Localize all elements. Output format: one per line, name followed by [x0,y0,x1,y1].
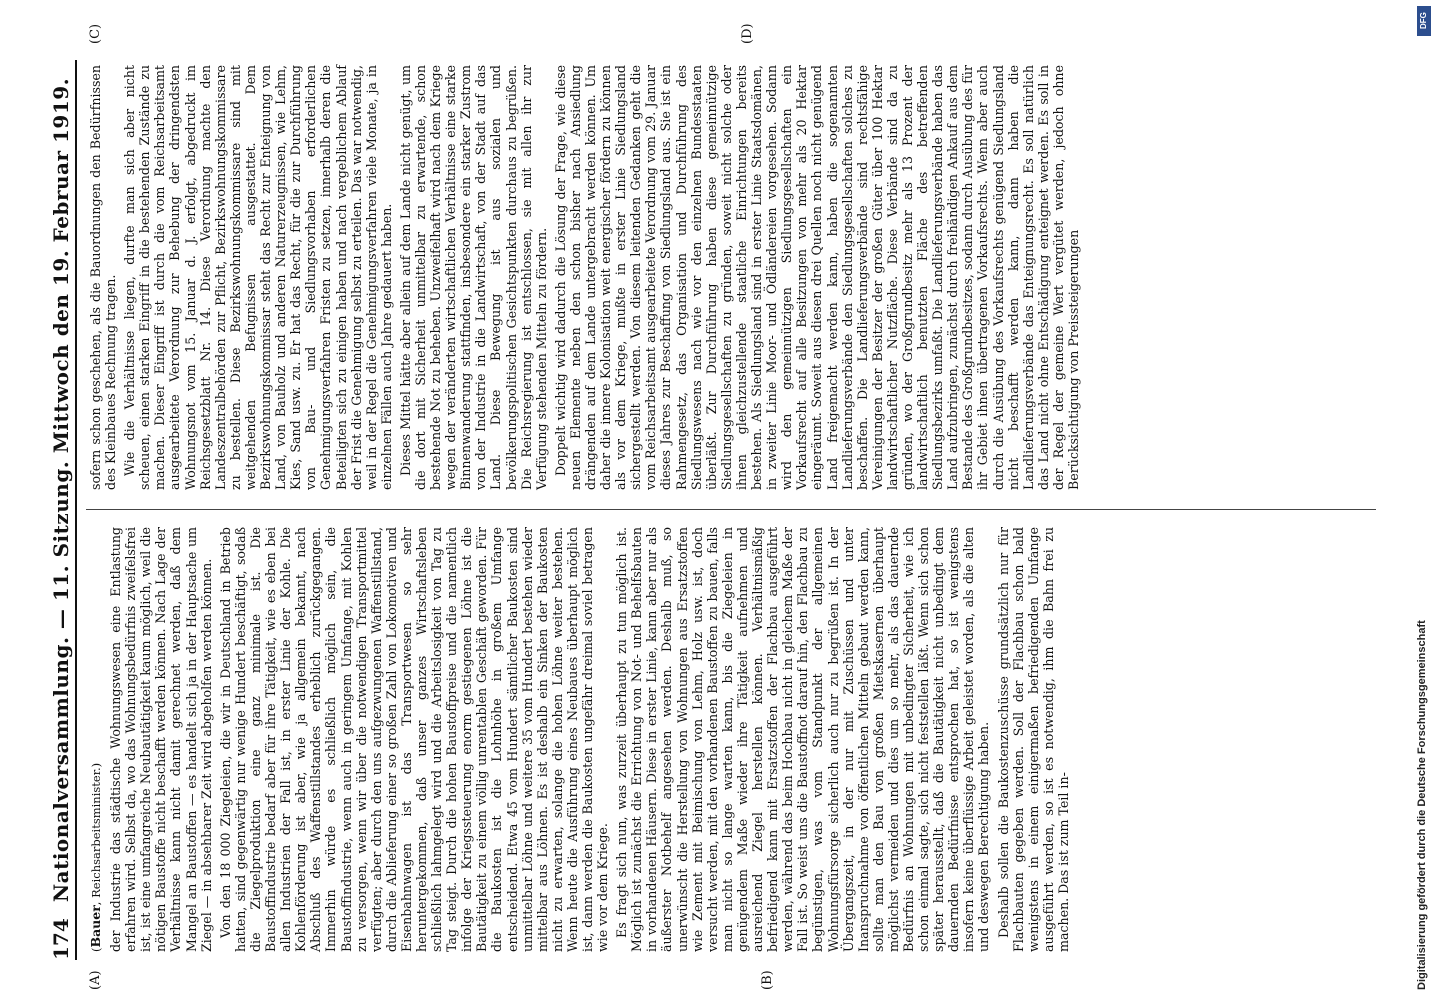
page-number: 174 [49,918,73,960]
margin-marker-c: (C) [88,23,103,44]
paragraph: Doppelt wichtig wird dadurch die Lösung der Frage, wie diese neuen Elemente neben den schon bisher nach Ansiedlung drängenden auf dem Lande untergebracht werden können. Um daher die innere Kolonisation weit energischer fördern zu können als vor dem Kriege, mußte in erster Linie Siedlungsland sichergestellt werden. Von diesem leitenden Gedanken geht die vom Reichsarbeitsamt ausgearbeitete Verordnung vom 29. Januar dieses Jahres zur Beschaffung von Siedlungsland aus. Sie ist ein Rahmengesetz, das Organisation und Durchführung des Siedlungswesens nach wie vor den einzelnen Bundesstaaten überläßt. Zur Durchführung haben diese gemeinnützige Siedlungsgesellschaften zu gründen, soweit nicht solche oder ihnen gleichzustellende staatliche Einrichtungen bereits bestehen. Als Siedlungsland sind in erster Linie Staatsdomänen, in zweiter Linie Moor- und Ödländereien vorgesehen. Sodann wird den gemeinnützigen Siedlungsgesellschaften ein Vorkaufsrecht auf alle Besitzungen von mehr als 20 Hektar eingeräumt. Soweit aus diesen drei Quellen noch nicht genügend Land freigemacht werden kann, haben die sogenannten Landlieferungsverbände den Siedlungsgesellschaften solches zu beschaffen. Die Landlieferungsverbände sind rechtsfähige Vereinigungen der Besitzer der großen Güter über 100 Hektar landwirtschaftlicher Nutzfläche. Diese Verbände sind da zu gründen, wo der Großgrundbesitz mehr als 13 Prozent der landwirtschaftlich benutzten Fläche des betreffenden Siedlungsbezirks umfaßt. Die Landlieferungsverbände haben das Land aufzubringen, zunächst durch freihändigen Ankauf aus dem Bestande des Großgrundbesitzes, sodann durch Ausübung des für ihr Gebiet ihnen übertragenen Vorkaufsrechts. Wenn aber auch durch die Ausübung des Vorkaufsrechts genügend Siedlungsland nicht beschafft werden kann, dann haben die Landlieferungsverbände das Enteignungsrecht. Es soll natürlich das Land nicht ohne Entschädigung enteignet werden. Es soll in der Regel der gemeine Wert vergütet werden, jedoch ohne Berücksichtigung von Preissteigerungen [552,65,1081,490]
paragraph: Dieses Mittel hätte aber allein auf dem Lande nicht genügt, um die dort mit Sicherheit unmittelbar zu erwartende, schon bestehende Not zu beheben. Unzweifelhaft wird nach dem Kriege wegen der veränderten wirtschaftlichen Verhältnisse eine starke Binnenwanderung stattfinden, insbesondere ein starker Zustrom von der Industrie in die Landwirtschaft, von der Stadt auf das Land. Diese Bewegung ist aus sozialen und bevölkerungspolitischen Gesichtspunkten durchaus zu begrüßen. Die Reichsregierung ist entschlossen, sie mit allen ihr zur Verfügung stehenden Mitteln zu fördern. [397,65,549,490]
left-text-column [88,527,1075,952]
page-header [45,60,77,960]
margin-marker-a: (A) [88,970,103,990]
column-divider [86,509,1376,510]
paragraph: Deshalb sollen die Baukostenzuschüsse grundsätzlich nur für Flachbauten gegeben werden. Soll der Flachbau schon bald wenigstens in einem einigermaßen befriedigenden Umfange ausgeführt werden, so ist es notwendig, ihm die Bahn frei zu machen. Das ist zum Teil in- [995,527,1071,952]
speaker-role: , Reichsarbeitsminister.) [89,762,103,906]
paragraph: Wie die Verhältnisse liegen, durfte man sich aber nicht scheuen, einen starken Eingriff in die bestehenden Zustände zu machen. Dieser Eingriff ist durch die vom Reichsarbeitsamt ausgearbeitete Verordnung zur Behebung der dringendsten Wohnungsnot vom 15. Januar d. J. erfolgt, abgedruckt im Reichsgesetzblatt Nr. 14. Diese Verordnung machte den Landeszentralbehörden zur Pflicht, Bezirkswohnungskommissare zu bestellen. Diese Bezirkswohnungskommissare sind mit weitgehenden Befugnissen ausgestattet. Dem Bezirkswohnungskommissar steht das Recht zur Enteignung von Land, von Bauholz und anderen Naturerzeugnissen, wie Lehm, Kies, Sand usw. zu. Er hat das Recht, für die zur Durchführung von Bau- und Siedlungsvorhaben erforderlichen Genehmigungsverfahren Fristen zu setzen, innerhalb deren die Beteiligten sich zu einigen haben und nach vergeblichem Ablauf der Frist die Genehmigung selbst zu erteilen. Das war notwendig, weil in der Regel die Genehmigungsverfahren viele Monate, ja in einzelnen Fällen auch Jahre gedauert haben. [122,65,394,490]
margin-marker-b: (B) [760,970,775,990]
margin-marker-d: (D) [740,23,755,44]
paragraph: sofern schon geschehen, als die Bauordnungen den Bedürfnissen des Kleinbaues Rechnung tragen. [88,65,119,490]
dfg-logo-badge: DFG [1417,6,1431,36]
paragraph: Von den 18 000 Ziegeleien, die wir in Deutschland in Betrieb hatten, sind gegenwärtig nur wenige Hundert beschäftigt, sodaß die Ziegelproduktion eine ganz minimale ist. Die Baustoffindustrie bedarf aber für ihre Tätigkeit, wie es eben bei allen Industrien der Fall ist, in erster Linie der Kohle. Die Kohlenförderung ist aber, wie ja allgemein bekannt, nach Abschluß des Waffenstillstandes erheblich zurückgegangen. Immerhin würde es schließlich möglich sein, die Baustoffindustrie, wenn auch in geringem Umfange, mit Kohlen zu versorgen, wenn wir über die notwendigen Transportmittel verfügten; aber durch den uns aufgezwungenen Waffenstillstand, durch die Ablieferung einer so großen Zahl von Lokomotiven und Eisenbahnwagen ist das Transportwesen so sehr heruntergekommen, daß unser ganzes Wirtschaftsleben schließlich lahmgelegt wird und die Arbeitslosigkeit von Tag zu Tag steigt. Durch die hohen Baustoffpreise und die namentlich infolge der Kriegssteuerung enorm gestiegenen Löhne ist die Bautätigkeit zu einem völlig unrentablen Geschäft geworden. Für die Baukosten ist die Lohnhöhe in großem Umfange entscheidend. Etwa 45 vom Hundert sämtlicher Baukosten sind unmittelbar Löhne und weitere 35 vom Hundert bestehen wieder mittelbar aus Löhnen. Es ist deshalb ein Sinken der Baukosten nicht zu erwarten, solange die hohen Löhne weiter bestehen. Wenn heute die Ausführung eines Neubaues überhaupt möglich ist, dann werden die Baukosten ungefähr dreimal soviel betragen wie vor dem Kriege. [217,527,611,952]
speaker-open-paren: ( [89,947,103,952]
page-title: Nationalversammlung. — 11. Sitzung. Mittwoch den 19. Februar 1919. [49,77,73,903]
speaker-line [88,527,104,952]
digitization-credit: Digitalisierung gefördert durch die Deutsche Forschungsgemeinschaft [1416,620,1428,990]
right-text-column [88,65,1085,490]
speaker-name: Bauer [88,905,103,948]
paragraph: der Industrie das städtische Wohnungswesen eine Entlastung erfahren wird. Selbst da, wo das Wohnungsbedürfnis zweifelsfrei ist, ist eine umfangreiche Neubautätigkeit kaum möglich, weil die nötigen Baustoffe nicht beschafft werden können. Nach Lage der Verhältnisse kann nicht damit gerechnet werden, daß dem Mangel an Baustoffen — es handelt sich ja in der Hauptsache um Ziegel — in absehbarer Zeit wird abgeholfen werden können. [108,527,214,952]
paragraph: Es fragt sich nun, was zurzeit überhaupt zu tun möglich ist. Möglich ist zunächst die Errichtung von Not- und Behelfsbauten in vorhandenen Häusern. Diese in erster Linie, kann aber nur als äußerster Notbehelf angesehen werden. Deshalb muß, so unerwünscht die Herstellung von Wohnungen aus Ersatzstoffen wie Zement mit Beimischung von Lehm, Holz usw. ist, doch versucht werden, mit den vorhandenen Baustoffen zu bauen, falls man nicht so lange warten kann, bis die Ziegeleien in genügendem Maße wieder ihre Tätigkeit aufnehmen und ausreichend Ziegel herstellen können. Verhältnismäßig befriedigend kann mit Ersatzstoffen der Flachbau ausgeführt werden, während das beim Hochbau nicht in gleichem Maße der Fall ist. So weist uns die Baustoffnot darauf hin, den Flachbau zu begünstigen, was vom Standpunkt der allgemeinen Wohnungsfürsorge sicherlich auch nur zu begrüßen ist. In der Übergangszeit, in der nur mit Zuschüssen und unter Inanspruchnahme von öffentlichen Mitteln gebaut werden kann, sollte man den Bau von großen Mietskasernen überhaupt möglichst vermeiden und dies um so mehr, als das dauernde Bedürfnis an Wohnungen mit unbedingter Sicherheit, wie ich schon einmal sagte, sich nicht feststellen läßt. Wenn sich schon später herausstellt, daß die Bautätigkeit nicht unbedingt dem dauernden Bedürfnisse entsprochen hat, so ist wenigstens insofern keine überflüssige Arbeit geleistet worden, als die alten und deswegen Berechtigung haben. [614,527,992,952]
